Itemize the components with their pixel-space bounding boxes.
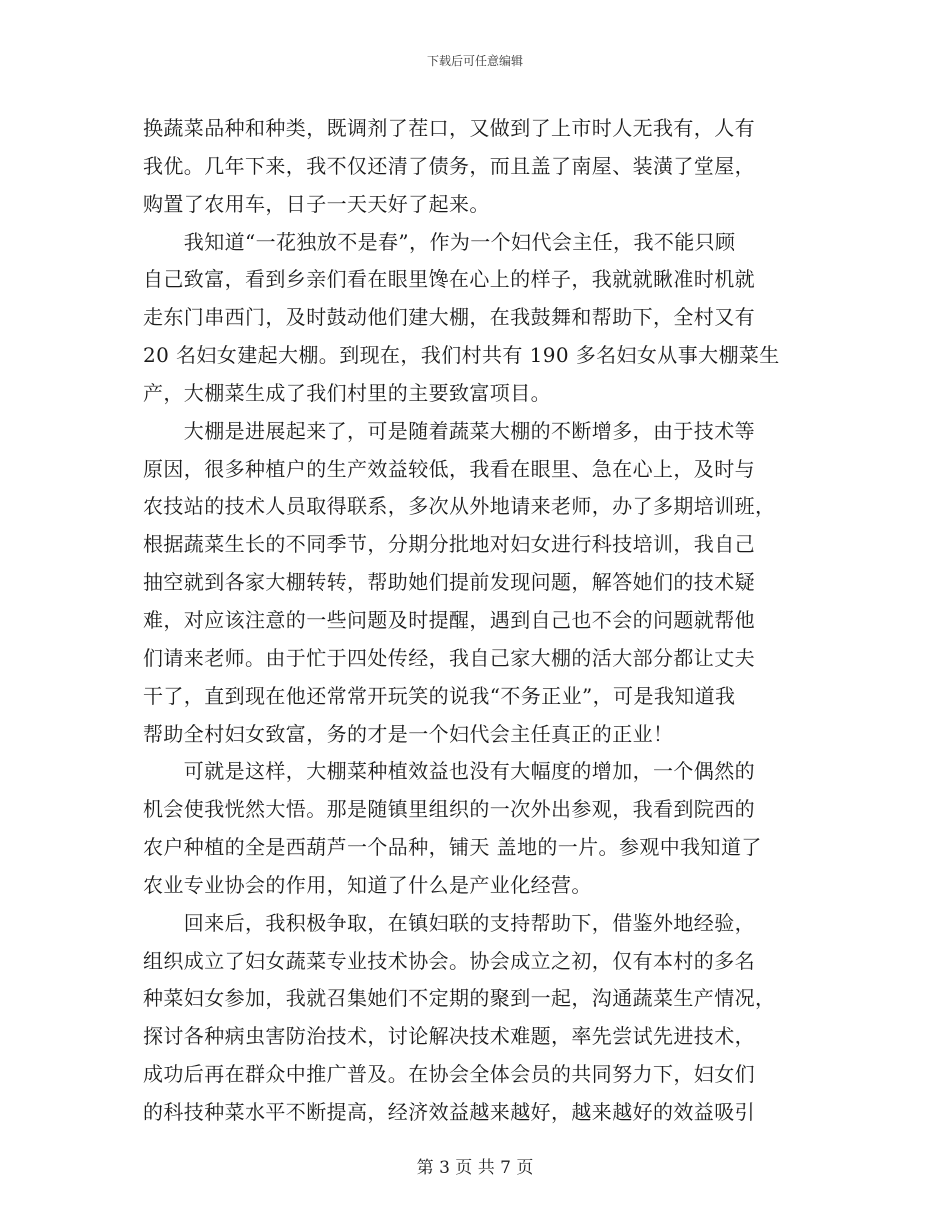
text-line: 购置了农用车，日子一天天好了起来。 [143,191,490,216]
document-body [143,110,807,1132]
text-line: 走东门串西门，及时鼓动他们建大棚，在我鼓舞和帮助下，全村又有 [143,305,755,330]
page-footer: 第 3 页 共 7 页 [416,1158,534,1178]
text-line: 干了，直到现在他还常常开玩笑的说我“不务正业”，可是我知道我 [143,683,736,708]
text-line: 自己致富，看到乡亲们看在眼里馋在心上的样子，我就就瞅准时机就 [143,267,755,292]
text-line: 种菜妇女参加，我就召集她们不定期的聚到一起，沟通蔬菜生产情况， [143,986,776,1011]
text-line: 可就是这样，大棚菜种植效益也没有大幅度的增加，一个偶然的 [143,759,755,784]
text-line: 抽空就到各家大棚转转，帮助她们提前发现问题，解答她们的技术疑 [143,570,755,595]
text-line: 机会使我恍然大悟。那是随镇里组织的一次外出参观，我看到院西的 [143,797,755,822]
text-line: 大棚是进展起来了，可是随着蔬菜大棚的不断增多，由于技术等 [143,418,755,443]
text-line: 难，对应该注意的一些问题及时提醒，遇到自己也不会的问题就帮他 [143,607,755,632]
text-line: 探讨各种病虫害防治技术，讨论解决技术难题，率先尝试先进技术， [143,1024,755,1049]
text-line: 原因，很多种植户的生产效益较低，我看在眼里、急在心上，及时与 [143,456,755,481]
text-line: 农户种植的全是西葫芦一个品种，铺天 盖地的一片。参观中我知道了 [143,835,762,860]
text-line: 的科技种菜水平不断提高，经济效益越来越好，越来越好的效益吸引 [143,1099,755,1124]
text-line: 20 名妇女建起大棚。到现在，我们村共有 190 多名妇女从事大棚菜生 [143,343,780,368]
text-line: 我知道“一花独放不是春”，作为一个妇代会主任，我不能只顾 [143,229,736,254]
text-line: 们请来老师。由于忙于四处传经，我自己家大棚的活大部分都让丈夫 [143,645,755,670]
text-line: 帮助全村妇女致富，务的才是一个妇代会主任真正的正业！ [143,721,674,746]
text-line: 我优。几年下来，我不仅还清了债务，而且盖了南屋、装潢了堂屋， [143,153,755,178]
text-line: 产，大棚菜生成了我们村里的主要致富项目。 [143,380,551,405]
text-line: 换蔬菜品种和种类，既调剂了茬口，又做到了上市时人无我有，人有 [143,116,755,140]
text-line: 根据蔬菜生长的不同季节，分期分批地对妇女进行科技培训，我自己 [143,532,755,557]
text-line: 农业专业协会的作用，知道了什么是产业化经营。 [143,872,592,897]
text-line: 成功后再在群众中推广普及。在协会全体会员的共同努力下，妇女们 [143,1062,755,1087]
page-header: 下载后可任意编辑 [426,54,523,68]
text-line: 回来后，我积极争取，在镇妇联的支持帮助下，借鉴外地经验， [143,910,755,935]
text-line: 组织成立了妇女蔬菜专业技术协会。协会成立之初，仅有本村的多名 [143,948,755,973]
text-line: 农技站的技术人员取得联系，多次从外地请来老师，办了多期培训班， [143,494,776,519]
